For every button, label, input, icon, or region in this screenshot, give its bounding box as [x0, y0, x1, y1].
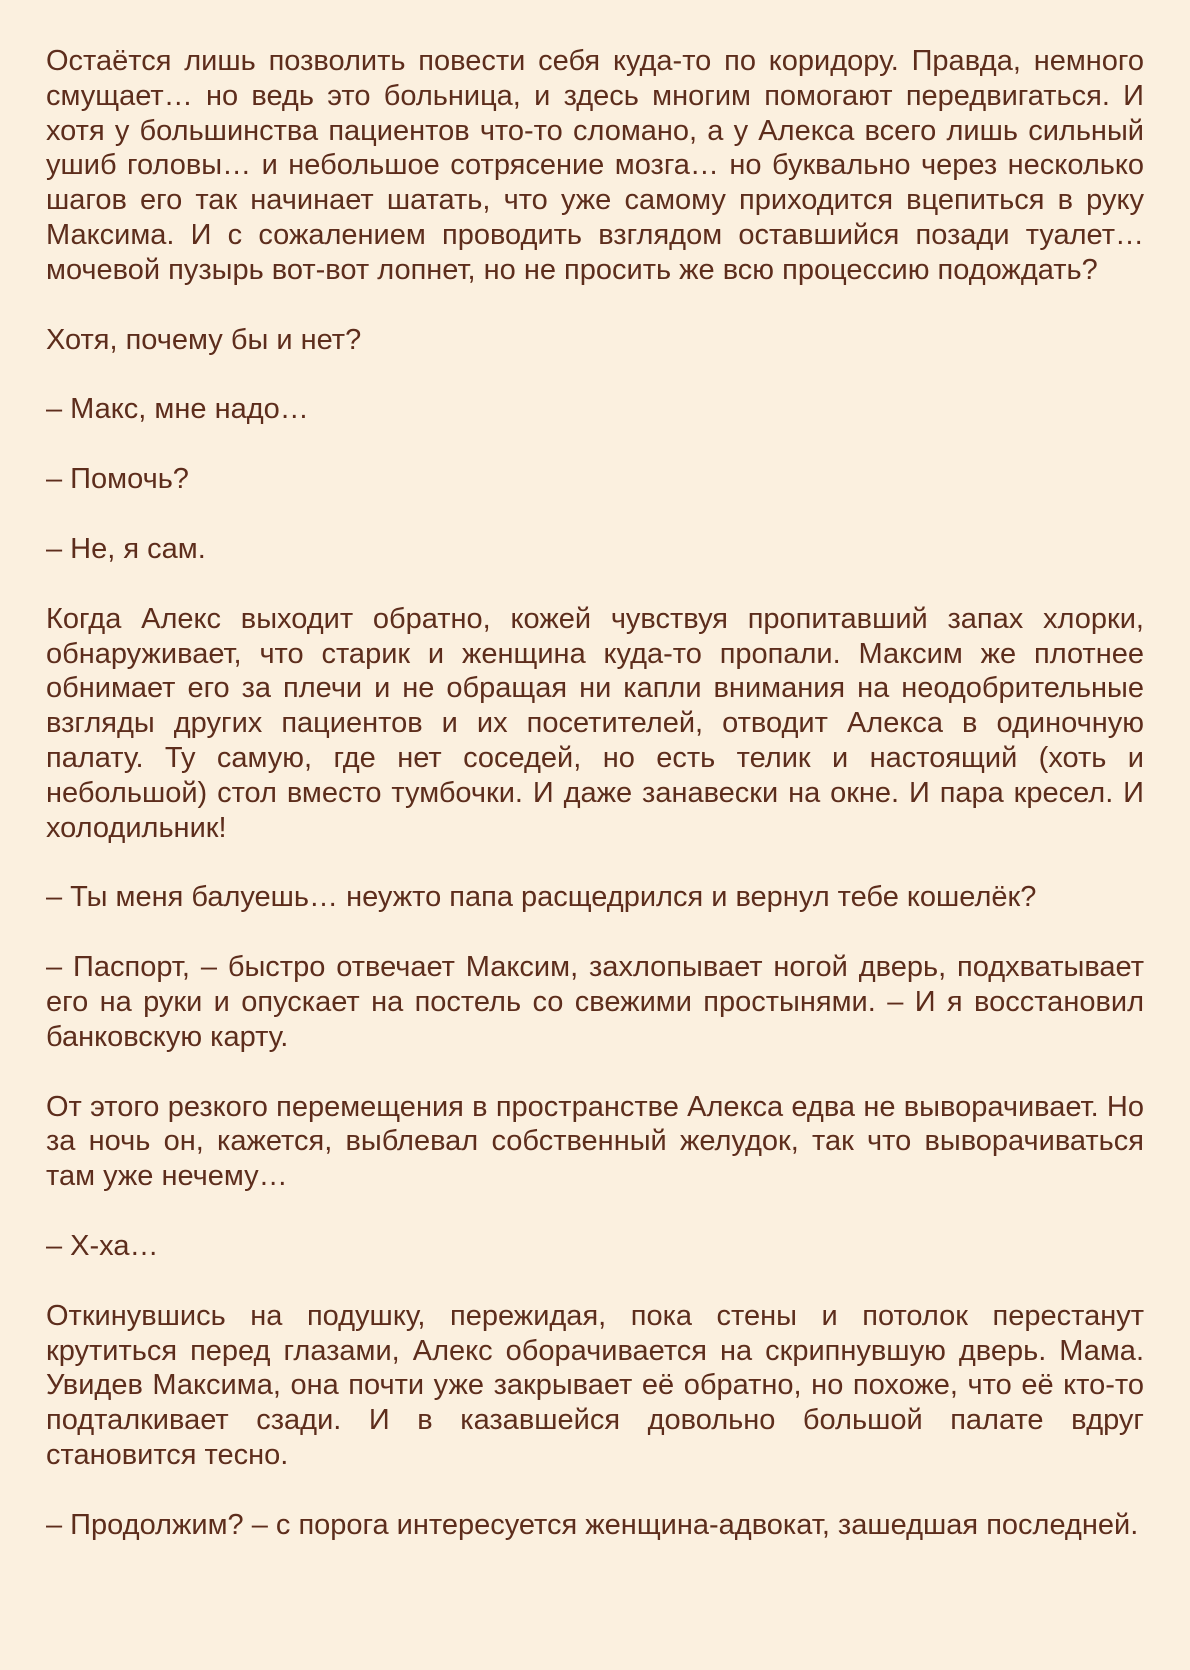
dialogue-line-2: – Помочь?	[46, 463, 189, 496]
dialogue-line-5: – Паспорт, – быстро отвечает Максим, захлопывает ногой дверь, подхватывает его на руки и опускает на постель со свежими простынями. – И я восстановил банковскую карту.	[46, 951, 1144, 1053]
dialogue-line-4: – Ты меня балуешь… неужто папа расщедрился и вернул тебе кошелёк?	[46, 881, 1037, 914]
dialogue-line-6: – Х-ха…	[46, 1229, 159, 1262]
dialogue-line-7: – Продолжим? – с порога интересуется женщина-адвокат, зашедшая последней.	[46, 1508, 1139, 1541]
paragraph-4: От этого резкого перемещения в пространстве Алекса едва не выворачивает. Но за ночь он, кажется, выблевал собственный желудок, так что выворачиваться там уже нечему…	[46, 1090, 1144, 1193]
dialogue-line-1: – Макс, мне надо…	[46, 393, 309, 426]
paragraph-3: Когда Алекс выходит обратно, кожей чувствуя пропитавший запах хлорки, обнаруживает, что старик и женщина куда-то пропали. Максим же плотнее обнимает его за плечи и не обращая ни капли внимания на неодобрительные взгляды других пациентов и их посетителей, отводит Алекса в одиночную палату. Ту самую, где нет соседей, но есть телик и настоящий (хоть и небольшой) стол вместо тумбочки. И даже занавески на окне. И пара кресел. И холодильник!	[46, 602, 1144, 844]
paragraph-1: Остаётся лишь позволить повести себя куда-то по коридору. Правда, немного смущает… но ведь это больница, и здесь многим помогают передвигаться. И хотя у большинства пациентов что-то сломано, а у Алекса всего лишь сильный ушиб головы… и небольшое сотрясение мозга… но буквально через несколько шагов его так начинает шатать, что уже самому приходится вцепиться в руку Максима. И с сожалением проводить взглядом оставшийся позади туалет… мочевой пузырь вот-вот лопнет, но не просить же всю процессию подождать?	[46, 45, 1144, 286]
paragraph-5: Откинувшись на подушку, пережидая, пока стены и потолок перестанут крутиться перед глазами, Алекс оборачивается на скрипнувшую дверь. Мама. Увидев Максима, она почти уже закрывает её обратно, но похоже, что её кто-то подталкивает сзади. И в казавшейся довольно большой палате вдруг становится тесно.	[46, 1299, 1144, 1471]
dialogue-line-3: – Не, я сам.	[46, 532, 206, 565]
paragraph-2: Хотя, почему бы и нет?	[46, 323, 362, 356]
